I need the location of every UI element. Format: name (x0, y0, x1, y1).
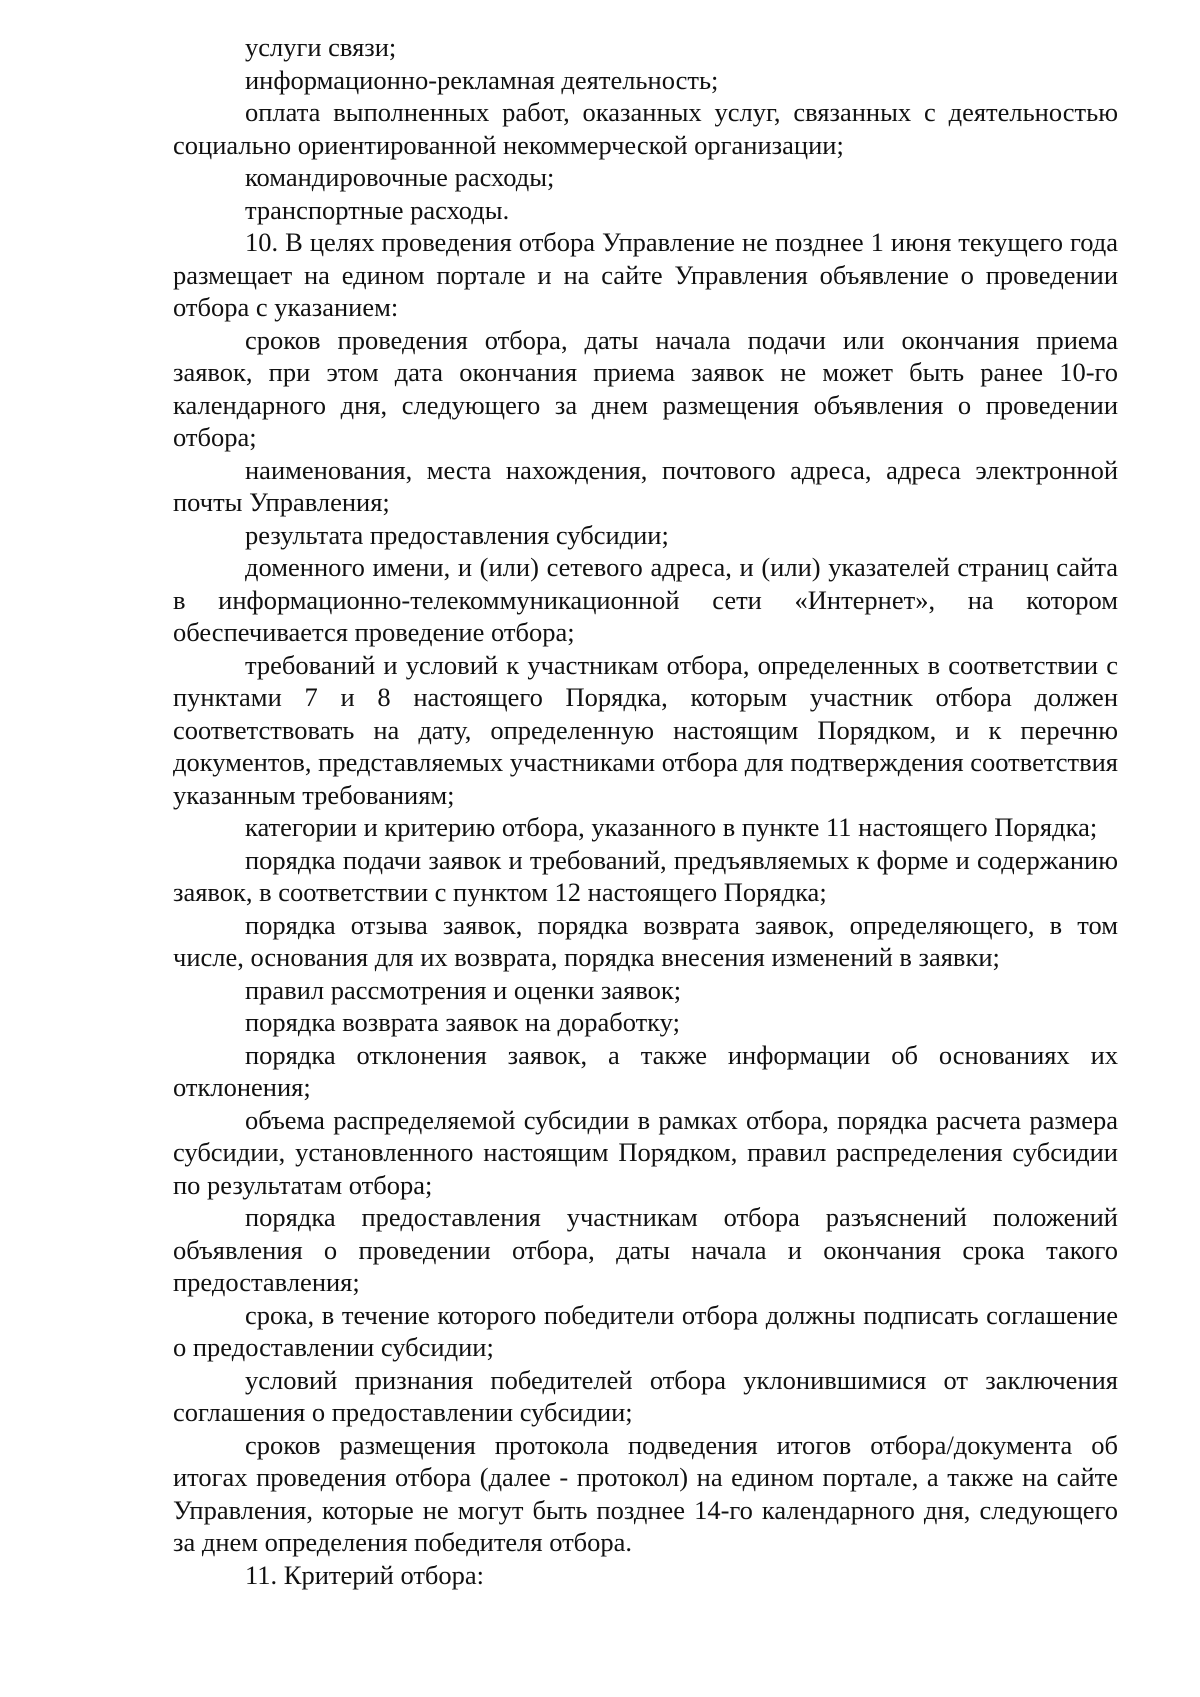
paragraph-application-procedure: порядка подачи заявок и требований, предъявляемых к форме и содержанию заявок, в соответствии с пунктом 12 настоящего Порядка; (173, 844, 1118, 907)
paragraph-transport-expenses: транспортные расходы. (245, 194, 510, 225)
paragraph-evasion-conditions: условий признания победителей отбора уклонившимися от заключения соглашения о предоставлении субсидии; (173, 1364, 1118, 1427)
paragraph-subsidy-result: результата предоставления субсидии; (245, 519, 669, 550)
paragraph-participant-requirements: требований и условий к участникам отбора, определенных в соответствии с пунктами 7 и 8 настоящего Порядка, которым участник отбора должен соответствовать на дату, определенную настоящим Порядком, и к перечню документов, представляемых участниками отбора для подтверждения соответствия указанным требованиям; (173, 649, 1118, 810)
paragraph-clarifications: порядка предоставления участникам отбора разъяснений положений объявления о проведении отбора, даты начала и окончания срока такого предоставления; (173, 1202, 1118, 1297)
paragraph-signing-deadline: срока, в течение которого победители отбора должны подписать соглашение о предоставлении субсидии; (173, 1299, 1118, 1362)
paragraph-section-11: 11. Критерий отбора: (245, 1559, 485, 1590)
paragraph-advertising: информационно-рекламная деятельность; (245, 64, 719, 95)
paragraph-selection-category: категории и критерию отбора, указанного в пункте 11 настоящего Порядка; (245, 812, 1098, 842)
paragraph-domain-name: доменного имени, и (или) сетевого адреса, и (или) указателей страниц сайта в информационно-телекоммуникационной сети «Интернет», на котором обеспечивается проведение отбора; (173, 552, 1118, 647)
paragraph-name-and-address: наименования, места нахождения, почтового адреса, адреса электронной почты Управления; (173, 454, 1118, 517)
paragraph-section-10: 10. В целях проведения отбора Управление не позднее 1 июня текущего года размещает на едином портале и на сайте Управления объявление о проведении отбора с указанием: (173, 227, 1118, 322)
paragraph-rejection-procedure: порядка отклонения заявок, а также информации об основаниях их отклонения; (173, 1039, 1118, 1102)
paragraph-protocol-publication: сроков размещения протокола подведения итогов отбора/документа об итогах проведения отбора (далее - протокол) на едином портале, а также на сайте Управления, которые не могут быть позднее 14-го календарного дня, следующего за днем определения победителя отбора. (173, 1429, 1118, 1557)
paragraph-communication-services: услуги связи; (245, 32, 397, 62)
paragraph-selection-dates: сроков проведения отбора, даты начала подачи или окончания приема заявок, при этом дата окончания приема заявок не может быть ранее 10-го календарного дня, следующего за днем размещения объявления о проведении отбора; (173, 324, 1118, 452)
paragraph-payment-for-works: оплата выполненных работ, оказанных услуг, связанных с деятельностью социально ориентированной некоммерческой организации; (173, 97, 1118, 160)
paragraph-travel-expenses: командировочные расходы; (245, 162, 555, 192)
paragraph-application-withdrawal: порядка отзыва заявок, порядка возврата заявок, определяющего, в том числе, основания для их возврата, порядка внесения изменений в заявки; (173, 909, 1118, 972)
paragraph-review-rules: правил рассмотрения и оценки заявок; (245, 974, 682, 1005)
paragraph-return-for-revision: порядка возврата заявок на доработку; (245, 1007, 680, 1037)
document-body (173, 31, 1118, 1591)
paragraph-subsidy-volume: объема распределяемой субсидии в рамках отбора, порядка расчета размера субсидии, установленного настоящим Порядком, правил распределения субсидии по результатам отбора; (173, 1104, 1118, 1200)
